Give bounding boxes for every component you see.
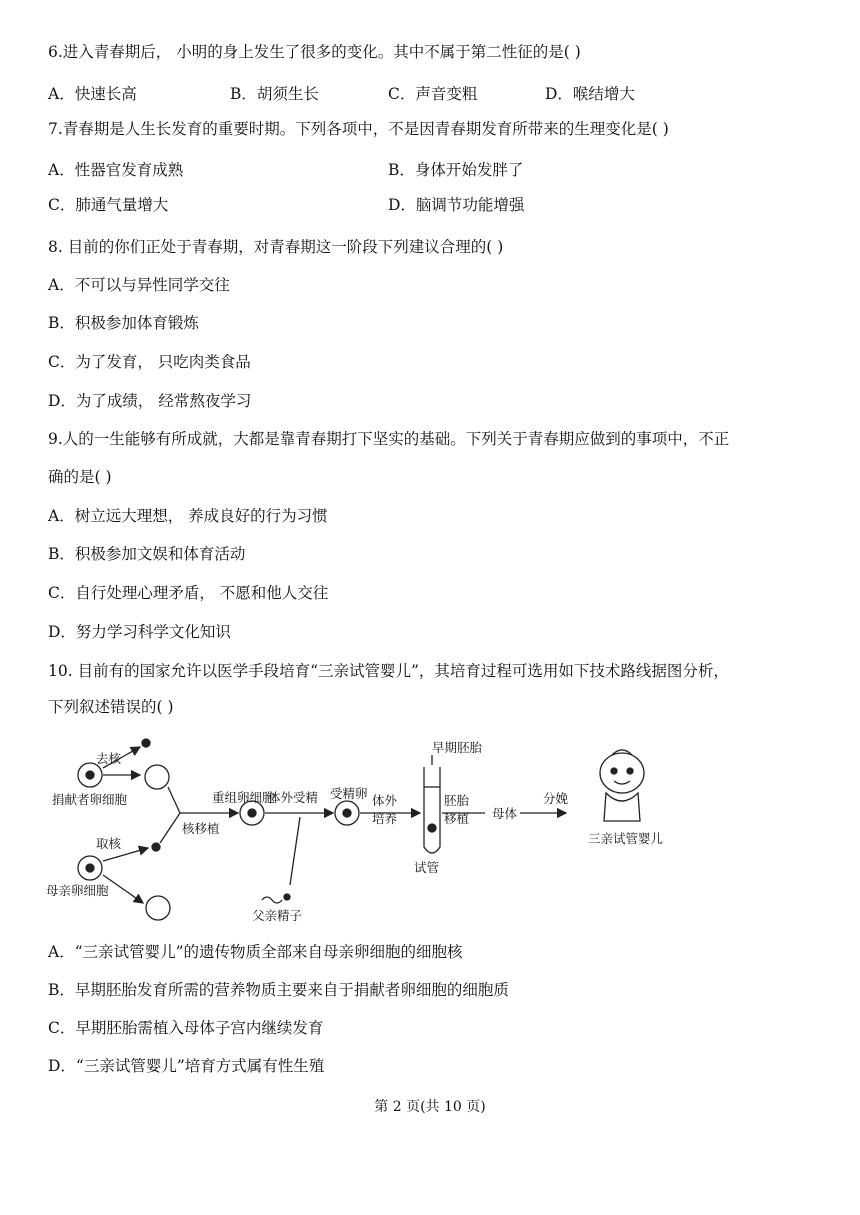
question-10-stem-line2: 下列叙述错误的( ) [48, 698, 174, 716]
q8-option-a: A．不可以与异性同学交往 [48, 276, 230, 294]
label-ivf: 体外受精 [268, 790, 319, 805]
label-culture-2: 培养 [372, 811, 398, 826]
label-take-nucleus: 取核 [96, 836, 122, 851]
q9-option-b: B．积极参加文娱和体育活动 [48, 545, 246, 563]
label-mother-body: 母体 [492, 806, 518, 821]
q9-option-d: D．努力学习科学文化知识 [48, 623, 231, 641]
label-transfer-2: 移植 [444, 811, 470, 826]
label-reconstructed-egg: 重组卵细胞 [212, 790, 275, 805]
test-tube [424, 767, 440, 853]
q10-option-c: C．早期胚胎需植入母体子宫内继续发育 [48, 1019, 324, 1037]
question-9-stem-line1: 9.人的一生能够有所成就，大都是靠青春期打下坚实的基础。下列关于青春期应做到的事项中，不正 [48, 430, 730, 448]
label-test-tube: 试管 [414, 860, 440, 875]
label-transfer-1: 胚胎 [444, 793, 470, 808]
q9-option-c: C．自行处理心理矛盾， 不愿和他人交往 [48, 584, 329, 602]
label-donor-egg: 捐献者卵细胞 [52, 792, 128, 807]
q7-option-a: A．性器官发育成熟 [48, 161, 184, 179]
label-remove-nucleus: 去核 [96, 751, 122, 766]
enucleated-donor-egg [145, 765, 169, 789]
q8-option-c: C．为了发育， 只吃肉类食品 [48, 353, 251, 371]
baby-icon [600, 750, 644, 821]
question-7-stem: 7.青春期是人生长发育的重要时期。下列各项中，不是因青春期发育所带来的生理变化是( ) [48, 120, 669, 138]
q7-option-b: B．身体开始发胖了 [388, 161, 524, 179]
q6-option-d: D．喉结增大 [545, 85, 635, 103]
label-mother-egg: 母亲卵细胞 [46, 883, 109, 898]
q8-option-b: B．积极参加体育锻炼 [48, 314, 199, 332]
question-9-stem-line2: 确的是( ) [48, 468, 112, 486]
label-father-sperm: 父亲精子 [252, 908, 303, 923]
q7-option-d: D．脑调节功能增强 [388, 196, 525, 214]
label-delivery: 分娩 [543, 791, 569, 806]
mother-egg-remnant [146, 896, 170, 920]
page-footer: 第 2 页(共 10 页) [374, 1099, 486, 1115]
label-nuclear-transfer: 核移植 [182, 821, 220, 836]
label-baby: 三亲试管婴儿 [588, 831, 664, 846]
q8-option-d: D．为了成绩， 经常熬夜学习 [48, 392, 252, 410]
q6-option-b: B．胡须生长 [230, 85, 319, 103]
question-8-stem: 8. 目前的你们正处于青春期，对青春期这一阶段下列建议合理的( ) [48, 238, 504, 256]
q9-option-a: A．树立远大理想， 养成良好的行为习惯 [48, 507, 328, 525]
q10-option-b: B．早期胚胎发育所需的营养物质主要来自于捐献者卵细胞的细胞质 [48, 981, 509, 999]
q6-option-c: C．声音变粗 [388, 85, 478, 103]
sperm-head [284, 894, 290, 900]
label-fertilized-egg: 受精卵 [330, 786, 368, 801]
question-10-stem-line1: 10. 目前有的国家允许以医学手段培育“三亲试管婴儿”，其培育过程可选用如下技术路线据图分析， [48, 662, 729, 680]
removed-nucleus-dot [142, 739, 150, 747]
three-parent-baby-diagram [0, 725, 860, 930]
q7-option-c: C．肺通气量增大 [48, 196, 169, 214]
label-early-embryo: 早期胚胎 [432, 740, 483, 755]
question-6-stem: 6.进入青春期后， 小明的身上发生了很多的变化。其中不属于第二性征的是( ) [48, 43, 581, 61]
q10-option-d: D．“三亲试管婴儿”培育方式属有性生殖 [48, 1057, 325, 1075]
label-culture-1: 体外 [372, 793, 398, 808]
q10-option-a: A．“三亲试管婴儿”的遗传物质全部来自母亲卵细胞的细胞核 [48, 943, 463, 961]
mother-nucleus-dot [152, 843, 160, 851]
q6-option-a: A．快速长高 [48, 85, 137, 103]
